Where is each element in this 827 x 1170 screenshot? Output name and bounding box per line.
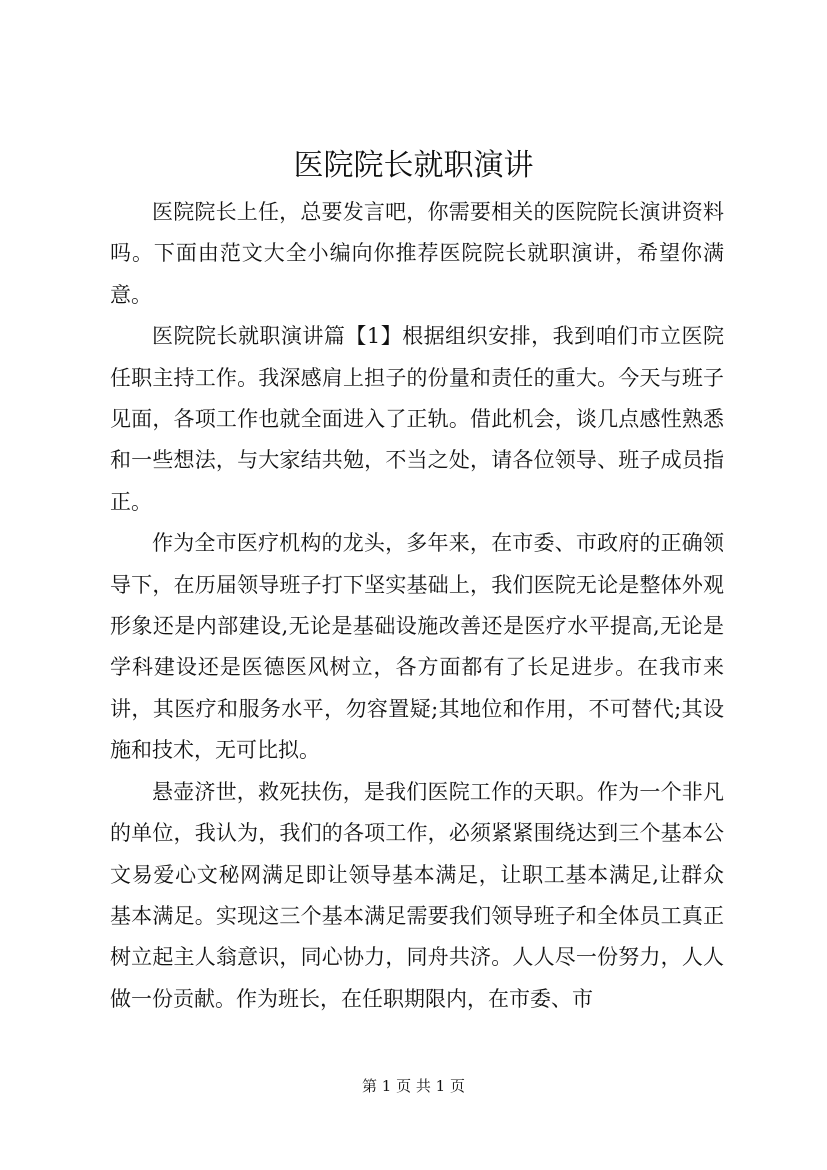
paragraph-hospital-achievements: 作为全市医疗机构的龙头，多年来，在市委、市政府的正确领导下，在历届领导班子打下坚实基础上，我们医院无论是整体外观形象还是内部建设,无论是基础设施改善还是医疗水平提高,无论是学科建设还是医德医风树立，各方面都有了长足进步。在我市来讲，其医疗和服务水平，勿容置疑;其地位和作用，不可替代;其设施和技术，无可比拟。 [110,531,724,763]
page-footer: 第 1 页 共 1 页 [362,1077,465,1095]
paragraph-intro: 医院院长上任，总要发言吧，你需要相关的医院院长演讲资料吗。下面由范文大全小编向你推荐医院院长就职演讲，希望你满意。 [110,200,724,307]
paragraph-speech-opening: 医院院长就职演讲篇【1】根据组织安排，我到咱们市立医院任职主持工作。我深感肩上担子的份量和责任的重大。今天与班子见面，各项工作也就全面进入了正轨。借此机会，谈几点感性熟悉和一些想法，与大家结共勉，不当之处，请各位领导、班子成员指正。 [110,324,724,514]
paragraph-hospital-mission: 悬壶济世，救死扶伤，是我们医院工作的天职。作为一个非凡的单位，我认为，我们的各项工作，必须紧紧围绕达到三个基本公文易爱心文秘网满足即让领导基本满足，让职工基本满足,让群众基本满足。实现这三个基本满足需要我们领导班子和全体员工真正树立起主人翁意识，同心协力，同舟共济。人人尽一份努力，人人做一份贡献。作为班长，在任职期限内，在市委、市 [110,779,724,1011]
document-title: 医院院长就职演讲 [293,148,534,183]
document-body [110,192,724,1020]
